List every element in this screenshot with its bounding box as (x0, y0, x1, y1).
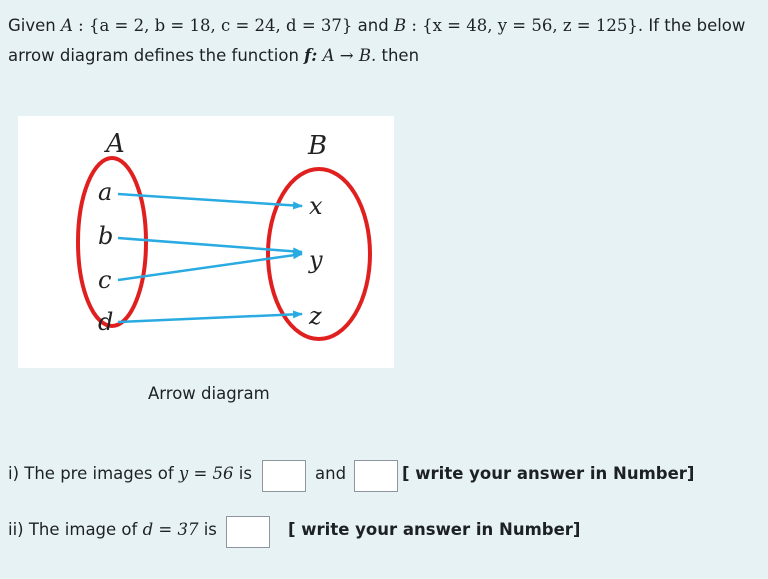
line2-suffix: then (381, 46, 420, 65)
domain-name: A (322, 46, 335, 65)
part1-and: and (315, 464, 347, 483)
question-line-2 (8, 46, 419, 65)
mapping-arrow-a-x (118, 194, 302, 206)
codomain-element-z: z (309, 302, 322, 330)
part1-hint: [ write your answer in Number] (402, 464, 695, 483)
mapping-arrow-d-z (118, 314, 302, 322)
intro-prefix: Given (8, 16, 56, 35)
part1-expression: y = 56 (178, 464, 234, 483)
set-a-elements: : {a = 2, b = 18, c = 24, d = 37} (78, 16, 353, 35)
arrow-symbol: → (339, 46, 354, 65)
part1-label: i) The pre images of (8, 464, 174, 483)
question-part-1 (8, 460, 768, 490)
part2-expression: d = 37 (142, 520, 199, 539)
set-a-name: A (61, 16, 73, 35)
codomain-element-y: y (309, 246, 323, 274)
question-line-1 (8, 16, 745, 35)
domain-element-c: c (98, 266, 112, 294)
image-answer[interactable] (226, 516, 270, 548)
domain-element-b: b (98, 222, 114, 250)
arrow-diagram-svg (18, 116, 394, 368)
set-b-label: B (308, 131, 328, 161)
function-name: f: (304, 46, 318, 65)
domain-element-d: d (98, 308, 114, 336)
part1-is: is (238, 464, 252, 483)
part2-hint: [ write your answer in Number] (288, 520, 581, 539)
part2-label: ii) The image of (8, 520, 138, 539)
codomain-name: B. (358, 46, 377, 65)
and-word: and (357, 16, 389, 35)
pre-image-answer-1[interactable] (262, 460, 306, 492)
line2-prefix: arrow diagram defines the function (8, 46, 299, 65)
set-b-name: B (393, 16, 407, 35)
part1-label-group (8, 464, 252, 483)
part2-is: is (203, 520, 217, 539)
intro-suffix: If the below (648, 16, 746, 35)
domain-element-a: a (98, 178, 113, 206)
figure-caption: Arrow diagram (148, 384, 270, 403)
question-part-2 (8, 516, 768, 546)
set-b-elements: : {x = 48, y = 56, z = 125}. (411, 16, 644, 35)
part2-label-group (8, 520, 217, 539)
set-a-label: A (106, 129, 125, 159)
arrow-diagram-figure (18, 116, 394, 368)
codomain-element-x: x (309, 192, 323, 220)
pre-image-answer-2[interactable] (354, 460, 398, 492)
